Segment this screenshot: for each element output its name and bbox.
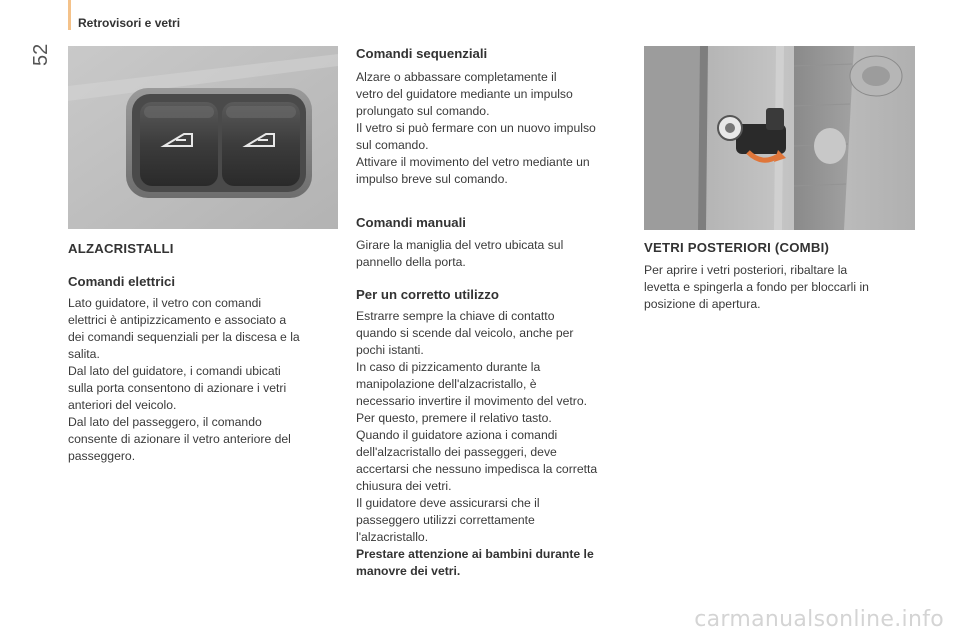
rear-window-line: posizione di apertura. <box>644 297 761 311</box>
right-column <box>644 46 916 313</box>
correct-use-line: manipolazione dell'alzacristallo, è <box>356 377 537 391</box>
sequential-line: vetro del guidatore mediante un impulso <box>356 87 573 101</box>
correct-use-line: Quando il guidatore aziona i comandi <box>356 428 558 442</box>
electric-controls-line: Dal lato del guidatore, i comandi ubicati <box>68 364 281 378</box>
electric-controls-line: Dal lato del passeggero, il comando <box>68 415 262 429</box>
left-column <box>68 46 340 465</box>
manual-line: pannello della porta. <box>356 255 466 269</box>
electric-controls-line: passeggero. <box>68 449 136 463</box>
manual-line: Girare la maniglia del vetro ubicata sul <box>356 238 564 252</box>
warning-line: Prestare attenzione ai bambini durante le <box>356 547 594 561</box>
subtitle-comandi-elettrici: Comandi elettrici <box>68 274 175 289</box>
electric-controls-line: salita. <box>68 347 100 361</box>
sequential-line: impulso breve sul comando. <box>356 172 508 186</box>
section-header-title: Retrovisori e vetri <box>78 16 181 30</box>
correct-use-line: pochi istanti. <box>356 343 424 357</box>
window-switch-illustration <box>68 46 338 229</box>
correct-use-line: chiusura dei vetri. <box>356 479 452 493</box>
sequential-line: prolungato sul comando. <box>356 104 490 118</box>
electric-controls-line: anteriori del veicolo. <box>68 398 177 412</box>
rear-window-line: Per aprire i vetri posteriori, ribaltare la <box>644 263 848 277</box>
electric-controls-line: sulla porta consentono di azionare i vetri <box>68 381 287 395</box>
correct-use-line: passeggero utilizzi correttamente <box>356 513 535 527</box>
page-number-text: 52 <box>30 43 52 66</box>
page-number <box>30 14 53 66</box>
correct-use-line: Per questo, premere il relativo tasto. <box>356 411 552 425</box>
correct-use-line: necessario invertire il movimento del vetro. <box>356 394 587 408</box>
correct-use-line: l'alzacristallo. <box>356 530 429 544</box>
sequential-line: sul comando. <box>356 138 429 152</box>
electric-controls-line: Lato guidatore, il vetro con comandi <box>68 296 262 310</box>
electric-controls-line: elettrici è antipizzicamento e associato a <box>68 313 287 327</box>
section-title-vetri-posteriori: VETRI POSTERIORI (COMBI) <box>644 240 830 255</box>
subtitle-corretto-utilizzo: Per un corretto utilizzo <box>356 287 499 302</box>
correct-use-line: quando si scende dal veicolo, anche per <box>356 326 574 340</box>
correct-use-line: Il guidatore deve assicurarsi che il <box>356 496 540 510</box>
correct-use-line: accertarsi che nessuno impedisca la corretta <box>356 462 598 476</box>
sequential-line: Attivare il movimento del vetro mediante un <box>356 155 590 169</box>
electric-controls-line: dei comandi sequenziali per la discesa e la <box>68 330 300 344</box>
section-title-alzacristalli: ALZACRISTALLI <box>68 241 174 256</box>
correct-use-line: dell'alzacristallo dei passeggeri, deve <box>356 445 557 459</box>
correct-use-line: In caso di pizzicamento durante la <box>356 360 541 374</box>
watermark: carmanualsonline.info <box>694 607 944 632</box>
window-switch-photo <box>68 46 338 229</box>
rear-window-latch-photo <box>644 46 915 230</box>
header-accent-bar <box>68 0 71 30</box>
correct-use-line: Estrarre sempre la chiave di contatto <box>356 309 555 323</box>
subtitle-comandi-sequenziali: Comandi sequenziali <box>356 46 488 61</box>
middle-column <box>356 46 632 580</box>
sequential-line: Alzare o abbassare completamente il <box>356 70 557 84</box>
subtitle-comandi-manuali: Comandi manuali <box>356 215 466 230</box>
sequential-line: Il vetro si può fermare con un nuovo impulso <box>356 121 596 135</box>
rear-window-latch-illustration <box>644 46 915 230</box>
electric-controls-line: consente di azionare il vetro anteriore del <box>68 432 291 446</box>
warning-line: manovre dei vetri. <box>356 564 461 578</box>
rear-window-line: levetta e spingerla a fondo per bloccarli in <box>644 280 869 294</box>
